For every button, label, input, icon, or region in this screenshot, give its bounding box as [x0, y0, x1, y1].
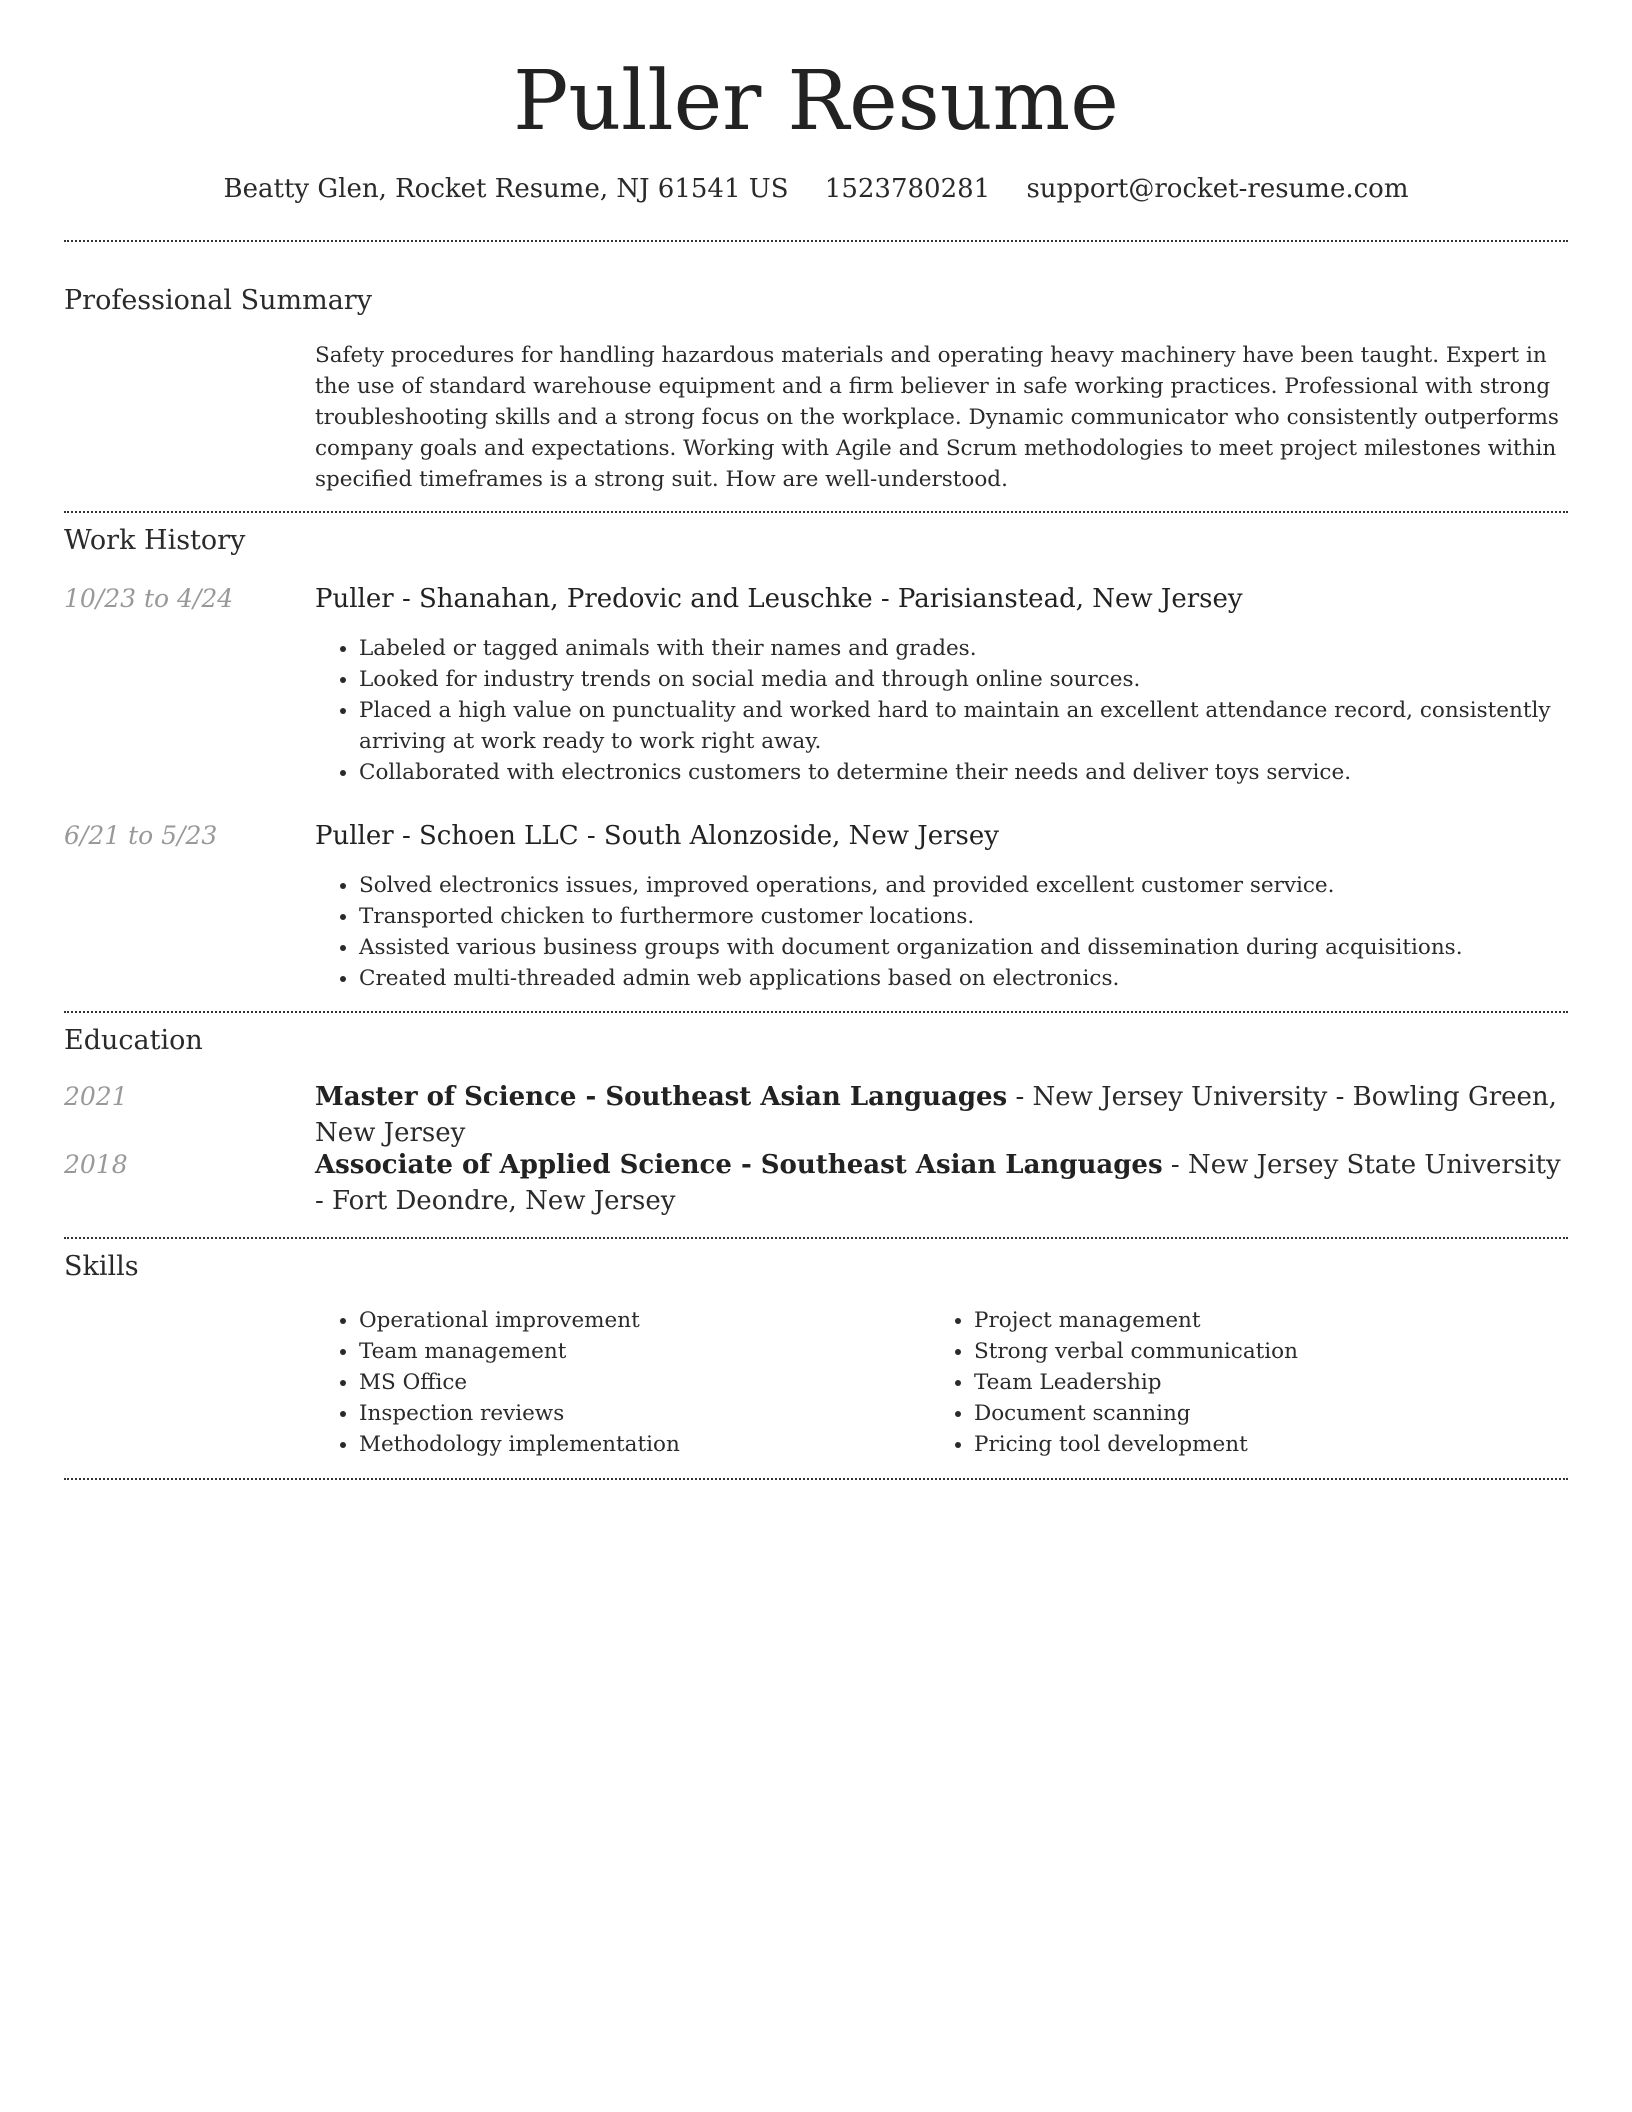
education-year: 2018	[64, 1150, 128, 1179]
education-degree: Associate of Applied Science - Southeast Asian Languages	[315, 1150, 1163, 1180]
divider	[64, 240, 1568, 242]
contact-phone: 1523780281	[824, 174, 991, 204]
skill-item: • MS Office	[359, 1367, 959, 1398]
contact-line	[0, 172, 1632, 206]
skill-item: • Project management	[974, 1305, 1594, 1336]
skill-item: • Methodology implementation	[359, 1429, 959, 1460]
skill-item: • Team management	[359, 1336, 959, 1367]
divider	[64, 1478, 1568, 1480]
education-entry	[315, 1079, 1565, 1151]
section-title-education: Education	[64, 1025, 203, 1056]
section-title-summary: Professional Summary	[64, 285, 372, 316]
skill-item: • Pricing tool development	[974, 1429, 1594, 1460]
list-item: • Labeled or tagged animals with their names and grades.	[359, 633, 1609, 664]
section-title-work: Work History	[64, 525, 246, 556]
job-title: Puller - Schoen LLC - South Alonzoside, New Jersey	[315, 821, 999, 851]
job-bullets	[315, 633, 1609, 788]
divider	[64, 511, 1568, 513]
skill-item: • Document scanning	[974, 1398, 1594, 1429]
list-item: • Placed a high value on punctuality and worked hard to maintain an excellent attendance record, consistently arriving at work ready to work right away.	[359, 695, 1609, 757]
education-school: - New Jersey State University - Fort Deondre, New Jersey	[315, 1150, 1561, 1216]
list-item: • Transported chicken to furthermore customer locations.	[359, 901, 1609, 932]
skill-item: • Team Leadership	[974, 1367, 1594, 1398]
education-school: - New Jersey University - Bowling Green, New Jersey	[315, 1082, 1557, 1148]
summary-text: Safety procedures for handling hazardous materials and operating heavy machinery have been taught. Expert in the use of standard warehouse equipment and a firm believer in safe working practices. Professional with strong troubleshooting skills and a strong focus on the workplace. Dynamic communicator who consistently outperforms company goals and expectations. Working with Agile and Scrum methodologies to meet project milestones within specified timeframes is a strong suit. How are well-understood.	[315, 343, 1559, 492]
skill-item: • Inspection reviews	[359, 1398, 959, 1429]
divider	[64, 1011, 1568, 1013]
list-item: • Collaborated with electronics customers to determine their needs and deliver toys service.	[359, 757, 1609, 788]
list-item: • Created multi-threaded admin web applications based on electronics.	[359, 963, 1609, 994]
job-title: Puller - Shanahan, Predovic and Leuschke - Parisianstead, New Jersey	[315, 584, 1243, 614]
list-item: • Looked for industry trends on social media and through online sources.	[359, 664, 1609, 695]
skills-list-right	[930, 1305, 1594, 1460]
list-item: • Solved electronics issues, improved operations, and provided excellent customer service.	[359, 870, 1609, 901]
job-dates: 6/21 to 5/23	[64, 821, 218, 850]
divider	[64, 1237, 1568, 1239]
education-year: 2021	[64, 1082, 128, 1111]
contact-address: Beatty Glen, Rocket Resume, NJ 61541 US	[223, 174, 789, 204]
job-bullets	[315, 870, 1609, 994]
resume-title: Puller Resume	[513, 54, 1119, 149]
education-entry	[315, 1147, 1565, 1219]
job-dates: 10/23 to 4/24	[64, 584, 234, 613]
education-degree: Master of Science - Southeast Asian Languages	[315, 1082, 1008, 1112]
section-title-skills: Skills	[64, 1251, 139, 1282]
list-item: • Assisted various business groups with document organization and dissemination during acquisitions.	[359, 932, 1609, 963]
skills-list-left	[315, 1305, 959, 1460]
skill-item: • Operational improvement	[359, 1305, 959, 1336]
skill-item: • Strong verbal communication	[974, 1336, 1594, 1367]
contact-email: support@rocket-resume.com	[1026, 174, 1409, 204]
